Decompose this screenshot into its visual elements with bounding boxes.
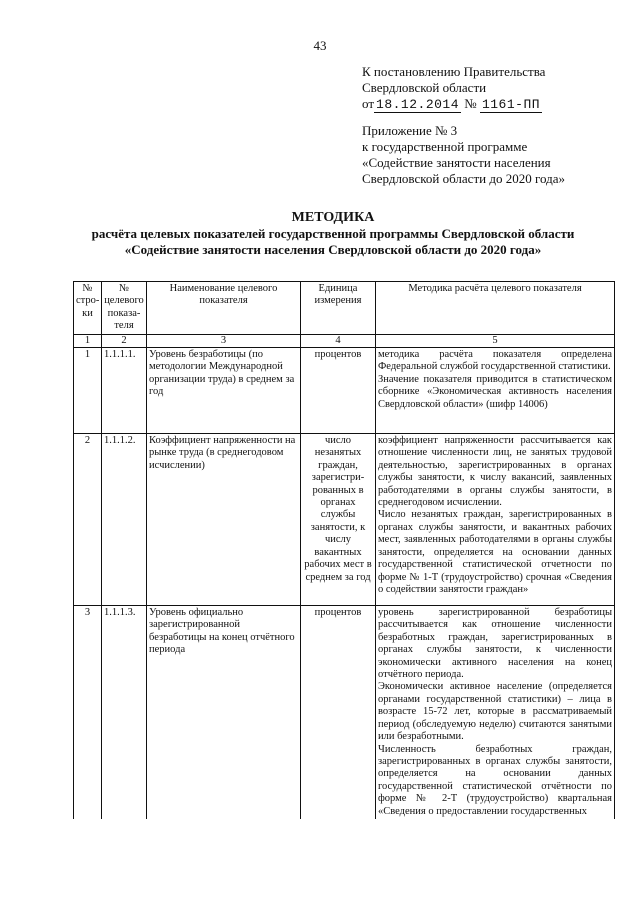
indicator-code: 1.1.1.1. xyxy=(102,348,147,434)
indicator-name: Коэффициент напряженности на рынке труда (в среднегодовом исчислении) xyxy=(147,434,301,606)
header-unit: Единица измерения xyxy=(301,282,376,335)
method-paragraph: Значение показателя приводится в статистическом сборнике «Экономическая активность населения Свердловской области» (шифр 14006) xyxy=(378,373,612,410)
row-number: 3 xyxy=(74,606,102,819)
indicator-name: Уровень безработицы (по методологии Международной организации труда) в среднем за год xyxy=(147,348,301,434)
column-number: 2 xyxy=(102,334,147,347)
document-title: МЕТОДИКА xyxy=(291,210,375,225)
table-row xyxy=(74,434,615,606)
header-indicator-name: Наименование целевого показателя xyxy=(147,282,301,335)
indicator-code: 1.1.1.2. xyxy=(102,434,147,606)
header-indicator-number: № целевого показа-теля xyxy=(102,282,147,335)
indicator-unit: число незанятых граждан, зарегистри-рованных в органах службы занятости, к числу вакантных рабочих мест в среднем за год xyxy=(301,434,376,606)
indicator-name: Уровень официально зарегистрированной безработицы на конец отчётного периода xyxy=(147,606,301,819)
decree-line-1: К постановлению Правительства xyxy=(362,64,546,79)
indicator-method xyxy=(376,434,615,606)
column-number: 1 xyxy=(74,334,102,347)
method-paragraph: Экономически активное население (определяется органами государственной статистики) – лица в возрасте 15-72 лет, которые в рассматриваемый период (обследуемую неделю) считаются занятыми или безработными. xyxy=(378,681,612,743)
method-paragraph: уровень зарегистрированной безработицы рассчитывается как отношение численности безработных граждан, зарегистрированных в органах службы занятости, к численности экономически активного населения на конец отчётного периода. xyxy=(378,607,612,681)
header-row-number: № стро-ки xyxy=(74,282,102,335)
method-paragraph: методика расчёта показателя определена Федеральной службой государственной статистики. xyxy=(378,349,612,373)
decree-date: 18.12.2014 xyxy=(376,97,460,112)
methodology-table xyxy=(73,281,615,819)
indicator-method xyxy=(376,348,615,434)
column-number: 3 xyxy=(147,334,301,347)
indicator-method xyxy=(376,606,615,819)
decree-number: 1161-ПП xyxy=(481,97,541,112)
appendix-line-3: «Содействие занятости населения xyxy=(362,155,551,170)
row-number: 1 xyxy=(74,348,102,434)
header-method: Методика расчёта целевого показателя xyxy=(376,282,615,335)
appendix-line-4: Свердловской области до 2020 года» xyxy=(362,171,565,186)
page-number: 43 xyxy=(313,38,327,53)
table-row xyxy=(74,606,615,819)
decree-reference xyxy=(362,64,545,113)
method-paragraph: Число незанятых граждан, зарегистрированных в органах службы занятости, и вакантных рабочих мест, заявленных работодателями в органы службы занятости, определяется на основании данных государственной статистической отчетности по форме № 1-Т (трудоустройство) срочная «Сведения о содействии занятости граждан» xyxy=(378,509,612,595)
method-paragraph: коэффициент напряженности рассчитывается как отношение численности лиц, не занятых трудовой деятельностью, зарегистрированных в органах службы занятости, к числу вакансий, заявленных работодателями в органы службы занятости, в среднегодовом исчислении. xyxy=(378,435,612,509)
table-header-row xyxy=(74,282,615,335)
indicator-unit: процентов xyxy=(301,606,376,819)
appendix-line-1: Приложение № 3 xyxy=(362,123,458,138)
decree-date-prefix: от xyxy=(362,96,375,111)
appendix-reference xyxy=(362,123,565,187)
indicator-code: 1.1.1.3. xyxy=(102,606,147,819)
document-subtitle-2: «Содействие занятости населения Свердловской области до 2020 года» xyxy=(124,242,542,257)
column-number: 5 xyxy=(376,334,615,347)
column-number: 4 xyxy=(301,334,376,347)
document-subtitle-1: расчёта целевых показателей государственной программы Свердловской области xyxy=(91,226,575,241)
decree-line-2: Свердловской области xyxy=(362,80,487,95)
table-row xyxy=(74,348,615,434)
decree-number-sign: № xyxy=(464,96,477,111)
appendix-line-2: к государственной программе xyxy=(362,139,528,154)
row-number: 2 xyxy=(74,434,102,606)
decree-date-line xyxy=(362,96,545,113)
method-paragraph: Численность безработных граждан, зарегистрированных в органах службы занятости, определяется на основании данных государственной статистической отчётности по форме № 2-Т (трудоустройство) квартальная «Сведения о предоставлении государственных xyxy=(378,743,612,817)
column-number-row xyxy=(74,334,615,347)
indicator-unit: процентов xyxy=(301,348,376,434)
